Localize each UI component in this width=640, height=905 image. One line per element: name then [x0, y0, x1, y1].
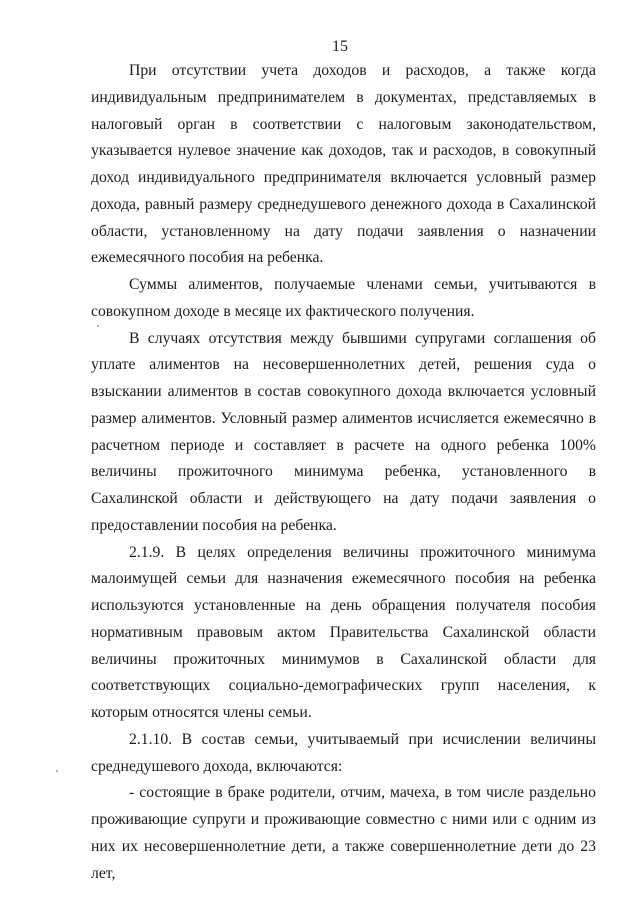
- paragraph-family-members-list-item: - состоящие в браке родители, отчим, мачеха, в том числе раздельно проживающие супруги и проживающие совместно с ними или с одним из них их несовершеннолетние дети, а также совершеннолетние дети до 23 лет,: [91, 784, 596, 882]
- document-body: [91, 58, 596, 887]
- scan-speck: [97, 325, 99, 327]
- paragraph-individual-entrepreneur-income: При отсутствии учета доходов и расходов, а также когда индивидуальным предпринимателем в документах, представляемых в налоговый орган в соответствии с налоговым законодательством, указывается нулевое значение как доходов, так и расходов, в совокупный доход индивидуального предпринимателя включается условный размер дохода, равный размеру среднедушевого денежного дохода в Сахалинской области, установленному на дату подачи заявления о назначении ежемесячного пособия на ребенка.: [91, 62, 596, 267]
- page-number: 15: [332, 38, 348, 55]
- paragraph-section-2-1-10: 2.1.10. В состав семьи, учитываемый при исчислении величины среднедушевого дохода, включаются:: [91, 730, 596, 775]
- paragraph-section-2-1-9: 2.1.9. В целях определения величины прожиточного минимума малоимущей семьи для назначения ежемесячного пособия на ребенка используются установленные на день обращения получателя пособия нормативным правовым актом Правительства Сахалинской области величины прожиточных минимумов в Сахалинской области для соответствующих социально-демографических групп населения, к которым относятся члены семьи.: [91, 543, 596, 721]
- paragraph-alimony-received: Суммы алиментов, получаемые членами семьи, учитываются в совокупном доходе в месяце их фактического получения.: [91, 276, 596, 320]
- paragraph-conditional-alimony: В случаях отсутствия между бывшими супругами соглашения об уплате алиментов на несовершеннолетних детей, решения суда о взыскании алиментов в состав совокупного дохода включается условный размер алиментов. Условный размер алиментов исчисляется ежемесячно в расчетном периоде и составляет в расчете на одного ребенка 100% величины прожиточного минимума ребенка, установленного в Сахалинской области и действующего на дату подачи заявления о предоставлении пособия на ребенка.: [91, 329, 596, 534]
- scan-speck: [56, 770, 58, 772]
